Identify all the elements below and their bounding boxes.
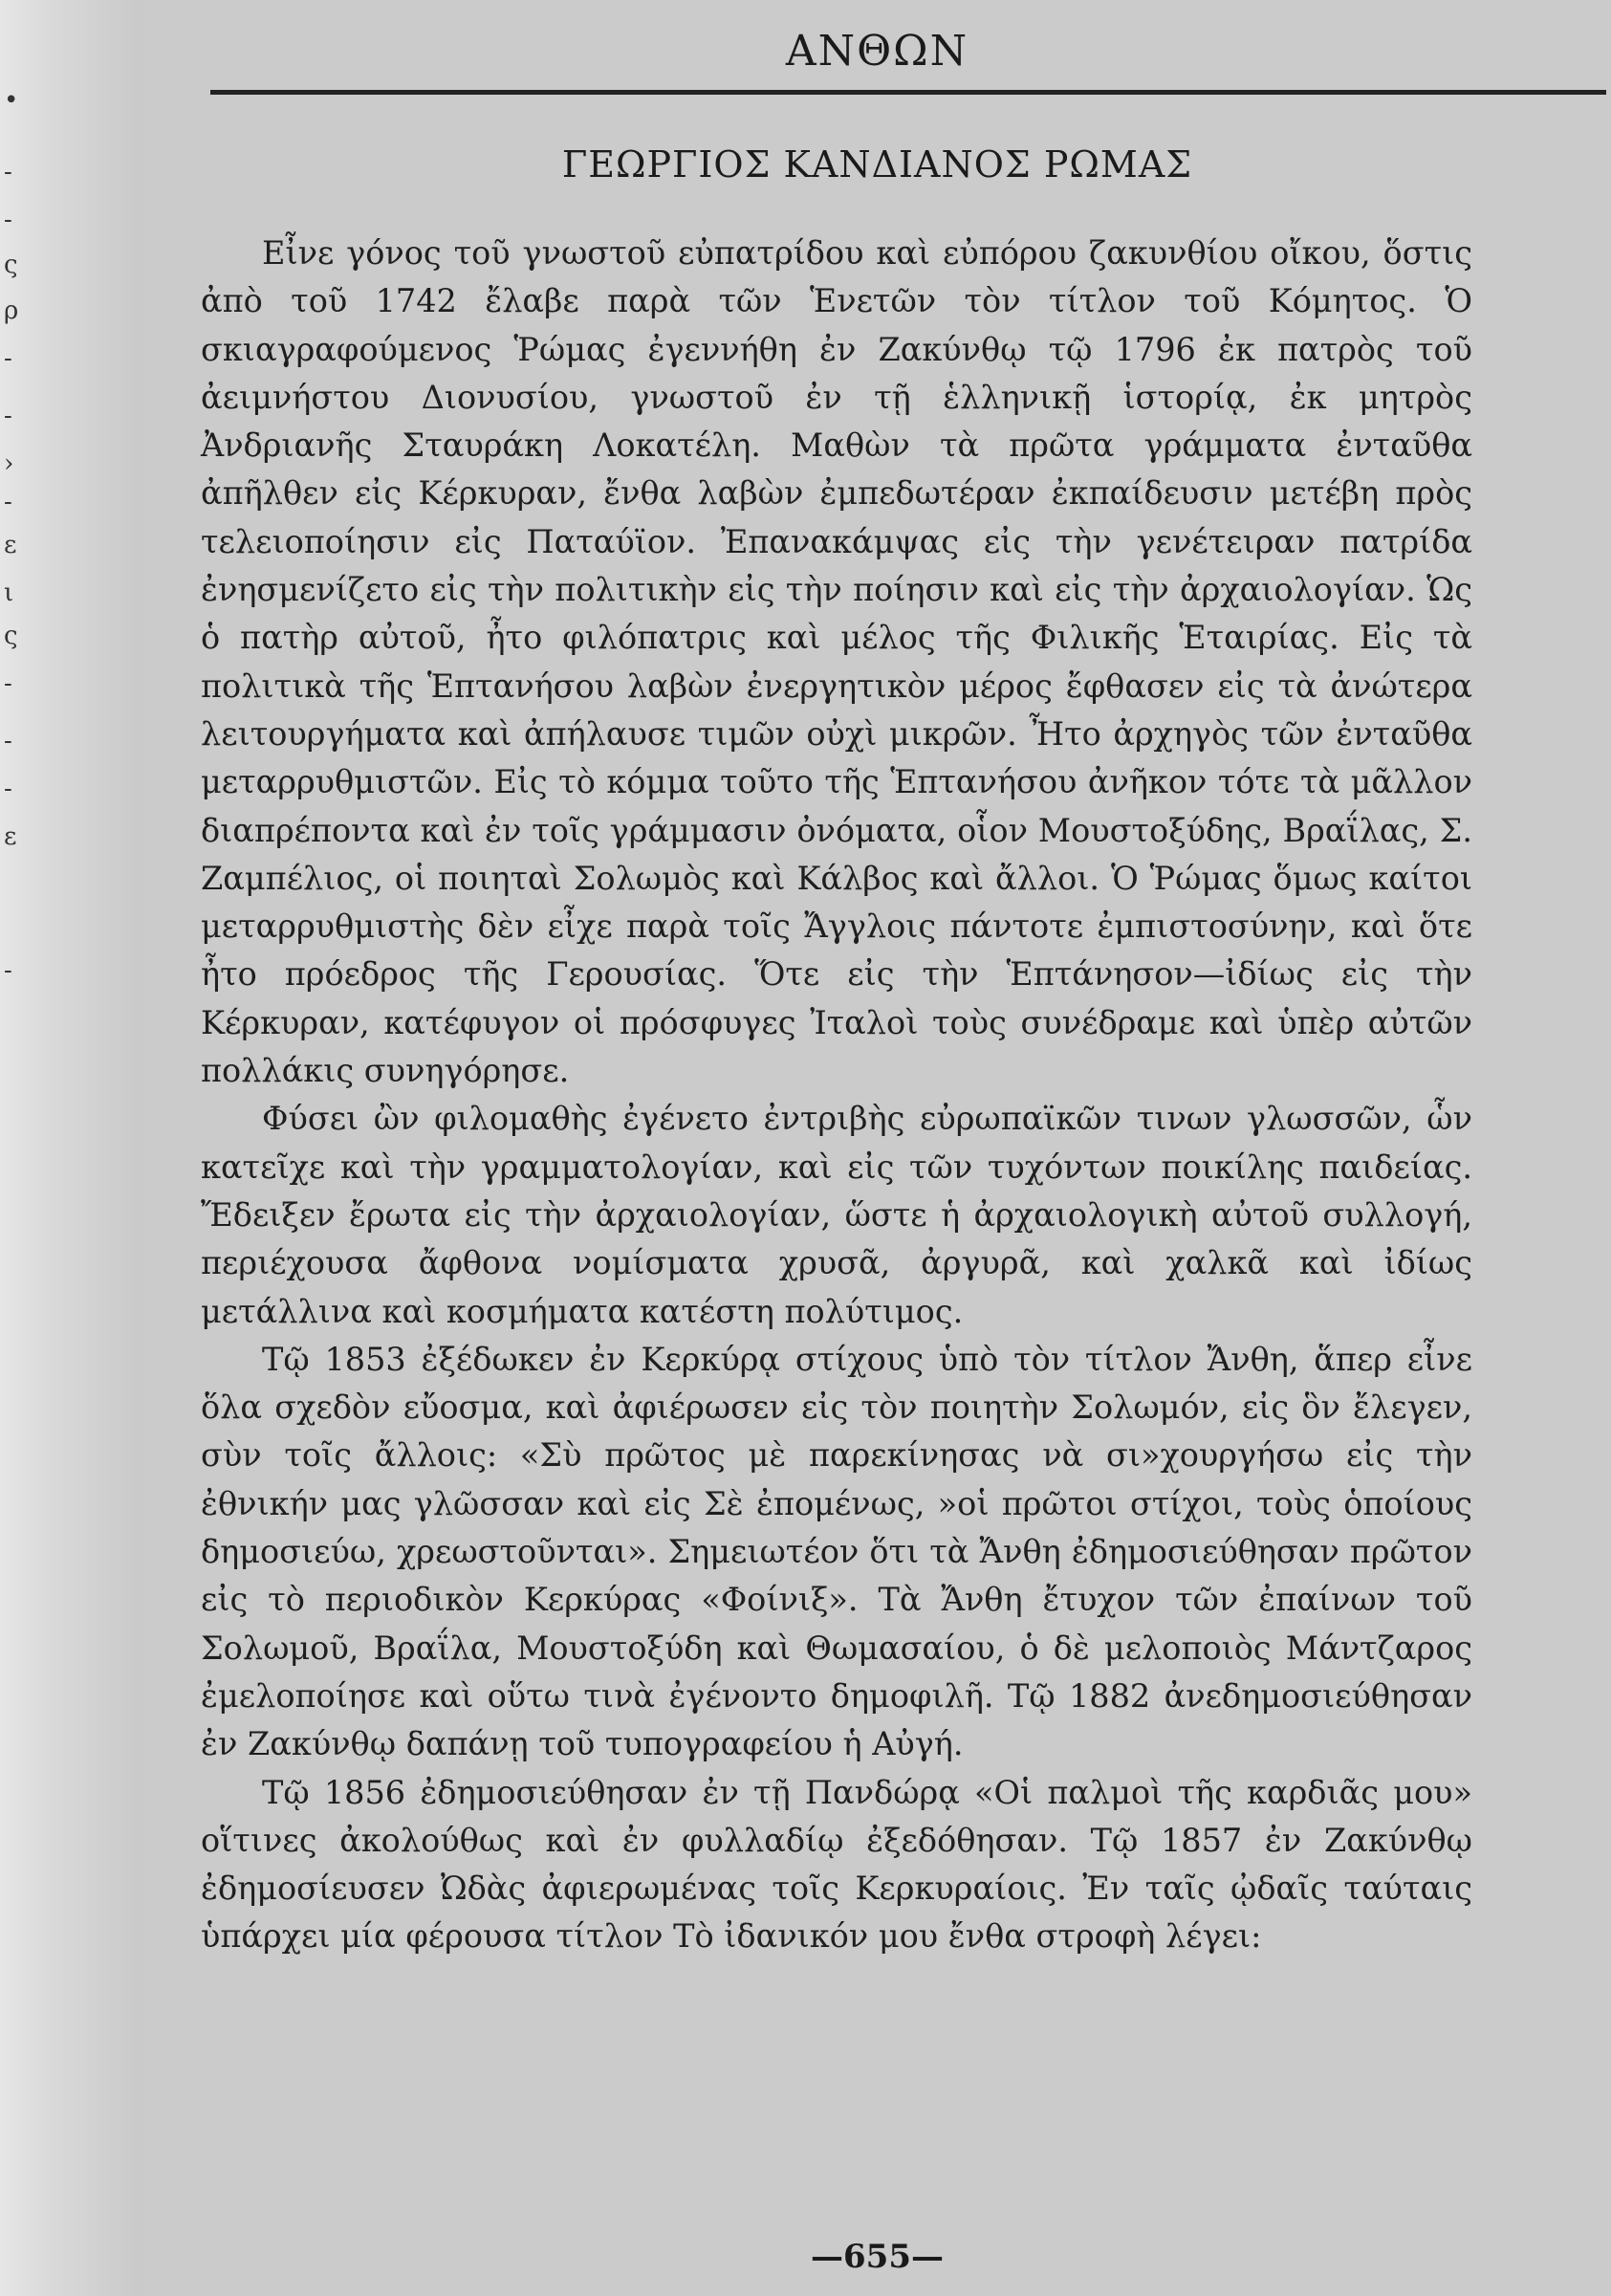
paragraph: Τῷ 1856 ἐδημοσιεύθησαν ἐν τῇ Πανδώρᾳ «Οἱ παλμοὶ τῆς καρδιᾶς μου» οἵτινες ἀκολούθως καὶ ἐν φυλλαδίῳ ἐξεδόθησαν. Τῷ 1857 ἐν Ζακύνθῳ ἐδημοσίευσεν Ὠδὰς ἀφιερωμένας τοῖς Κερκυραίοις. Ἐν ταῖς ᾠδαῖς ταύταις ὑπάρχει μία φέρουσα τίτλον Τὸ ἰδανικόν μου ἔνθα στροφὴ λέγει:	[201, 1773, 1472, 1956]
edge-mark: -	[4, 956, 12, 985]
edge-mark: •	[4, 86, 19, 115]
edge-mark: -	[4, 727, 12, 755]
previous-page-edge	[0, 0, 143, 2296]
paragraph: Φύσει ὢν φιλομαθὴς ἐγένετο ἐντριβὴς εὐρωπαϊκῶν τινων γλωσσῶν, ὧν κατεῖχε καὶ τὴν γραμματολογίαν, καὶ εἰς τῶν τυχόντων ποικίλης παιδείας. Ἔδειξεν ἔρωτα εἰς τὴν ἀρχαιολογίαν, ὥστε ἡ ἀρχαιολογικὴ αὐτοῦ συλλογή, περιέχουσα ἄφθονα νομίσματα χρυσᾶ, ἀργυρᾶ, καὶ χαλκᾶ καὶ ἰδίως μετάλλινα καὶ κοσμήματα κατέστη πολύτιμος.	[201, 1100, 1472, 1330]
book-page	[143, 0, 1611, 2296]
edge-mark: ›	[4, 449, 14, 478]
edge-mark: -	[4, 775, 12, 803]
running-head: ΑΝΘΩΝ	[785, 27, 969, 76]
article-title: ΓΕΩΡΓΙΟΣ ΚΑΝΔΙΑΝΟΣ ΡΩΜΑΣ	[561, 143, 1193, 186]
edge-mark: ε	[4, 822, 17, 851]
page-number: —655—	[811, 2238, 944, 2276]
header-rule	[210, 90, 1606, 95]
edge-mark: -	[4, 206, 12, 234]
body-text	[201, 230, 1472, 1961]
edge-mark: ι	[4, 579, 14, 607]
edge-mark: ρ	[4, 296, 19, 325]
edge-mark: ς	[4, 622, 18, 650]
edge-mark: ς	[4, 251, 18, 279]
edge-mark: ε	[4, 531, 17, 559]
edge-mark: -	[4, 344, 12, 373]
paragraph: Τῷ 1853 ἐξέδωκεν ἐν Κερκύρᾳ στίχους ὑπὸ τὸν τίτλον Ἄνθη, ἅπερ εἶνε ὅλα σχεδὸν εὔοσμα, καὶ ἀφιέρωσεν εἰς τὸν ποιητὴν Σολωμόν, εἰς ὃν ἔλεγεν, σὺν τοῖς ἄλλοις: «Σὺ πρῶτος μὲ παρεκίνησας νὰ σι»χουργήσω εἰς τὴν ἐθνικήν μας γλῶσσαν καὶ εἰς Σὲ ἐπομένως, »οἱ πρῶτοι στίχοι, τοὺς ὁποίους δημοσιεύω, χρεωστοῦνται». Σημειωτέον ὅτι τὰ Ἄνθη ἐδημοσιεύθησαν πρῶτον εἰς τὸ περιοδικὸν Κερκύρας «Φοίνιξ». Τὰ Ἄνθη ἔτυχον τῶν ἐπαίνων τοῦ Σολωμοῦ, Βραΐλα, Μουστοξύδη καὶ Θωμασαίου, ὁ δὲ μελοποιὸς Μάντζαρος ἐμελοποίησε καὶ οὕτω τινὰ ἐγένοντο δημοφιλῆ. Τῷ 1882 ἀνεδημοσιεύθησαν ἐν Ζακύνθῳ δαπάνῃ τοῦ τυπογραφείου ἡ Αὐγή.	[201, 1340, 1472, 1763]
edge-mark: -	[4, 158, 12, 186]
edge-mark: -	[4, 488, 12, 516]
edge-mark: -	[4, 402, 12, 430]
paragraph: Εἶνε γόνος τοῦ γνωστοῦ εὐπατρίδου καὶ εὐπόρου ζακυνθίου οἴκου, ὅστις ἀπὸ τοῦ 1742 ἔλαβε παρὰ τῶν Ἑνετῶν τὸν τίτλον τοῦ Κόμητος. Ὁ σκιαγραφούμενος Ῥώμας ἐγεννήθη ἐν Ζακύνθῳ τῷ 1796 ἐκ πατρὸς τοῦ ἀειμνήστου Διονυσίου, γνωστοῦ ἐν τῇ ἑλληνικῇ ἱστορίᾳ, ἐκ μητρὸς Ἀνδριανῆς Σταυράκη Λοκατέλη. Μαθὼν τὰ πρῶτα γράμματα ἐνταῦθα ἀπῆλθεν εἰς Κέρκυραν, ἔνθα λαβὼν ἐμπεδωτέραν ἐκπαίδευσιν μετέβη πρὸς τελειοποίησιν εἰς Παταύϊον. Ἐπανακάμψας εἰς τὴν γενέτειραν πατρίδα ἐνησμενίζετο εἰς τὴν πολιτικὴν εἰς τὴν ποίησιν καὶ εἰς τὴν ἀρχαιολογίαν. Ὡς ὁ πατὴρ αὐτοῦ, ἦτο φιλόπατρις καὶ μέλος τῆς Φιλικῆς Ἑταιρίας. Εἰς τὰ πολιτικὰ τῆς Ἑπτανήσου λαβὼν ἐνεργητικὸν μέρος ἔφθασεν εἰς τὰ ἀνώτερα λειτουργήματα καὶ ἀπήλαυσε τιμῶν οὐχὶ μικρῶν. Ἦτο ἀρχηγὸς τῶν ἐνταῦθα μεταρρυθμιστῶν. Εἰς τὸ κόμμα τοῦτο τῆς Ἑπτανήσου ἀνῆκον τότε τὰ μᾶλλον διαπρέποντα καὶ ἐν τοῖς γράμμασιν ὀνόματα, οἷον Μουστοξύδης, Βραΐλας, Σ. Ζαμπέλιος, οἱ ποιηταὶ Σολωμὸς καὶ Κάλβος καὶ ἄλλοι. Ὁ Ῥώμας ὅμως καίτοι μεταρρυθμιστὴς δὲν εἶχε παρὰ τοῖς Ἄγγλοις πάντοτε ἐμπιστοσύνην, καὶ ὅτε ἦτο πρόεδρος τῆς Γερουσίας. Ὅτε εἰς τὴν Ἑπτάνησον—ἰδίως εἰς τὴν Κέρκυραν, κατέφυγον οἱ πρόσφυγες Ἰταλοὶ τοὺς συνέδραμε καὶ ὑπὲρ αὐτῶν πολλάκις συνηγόρησε.	[201, 234, 1472, 1090]
edge-mark: -	[4, 669, 12, 698]
